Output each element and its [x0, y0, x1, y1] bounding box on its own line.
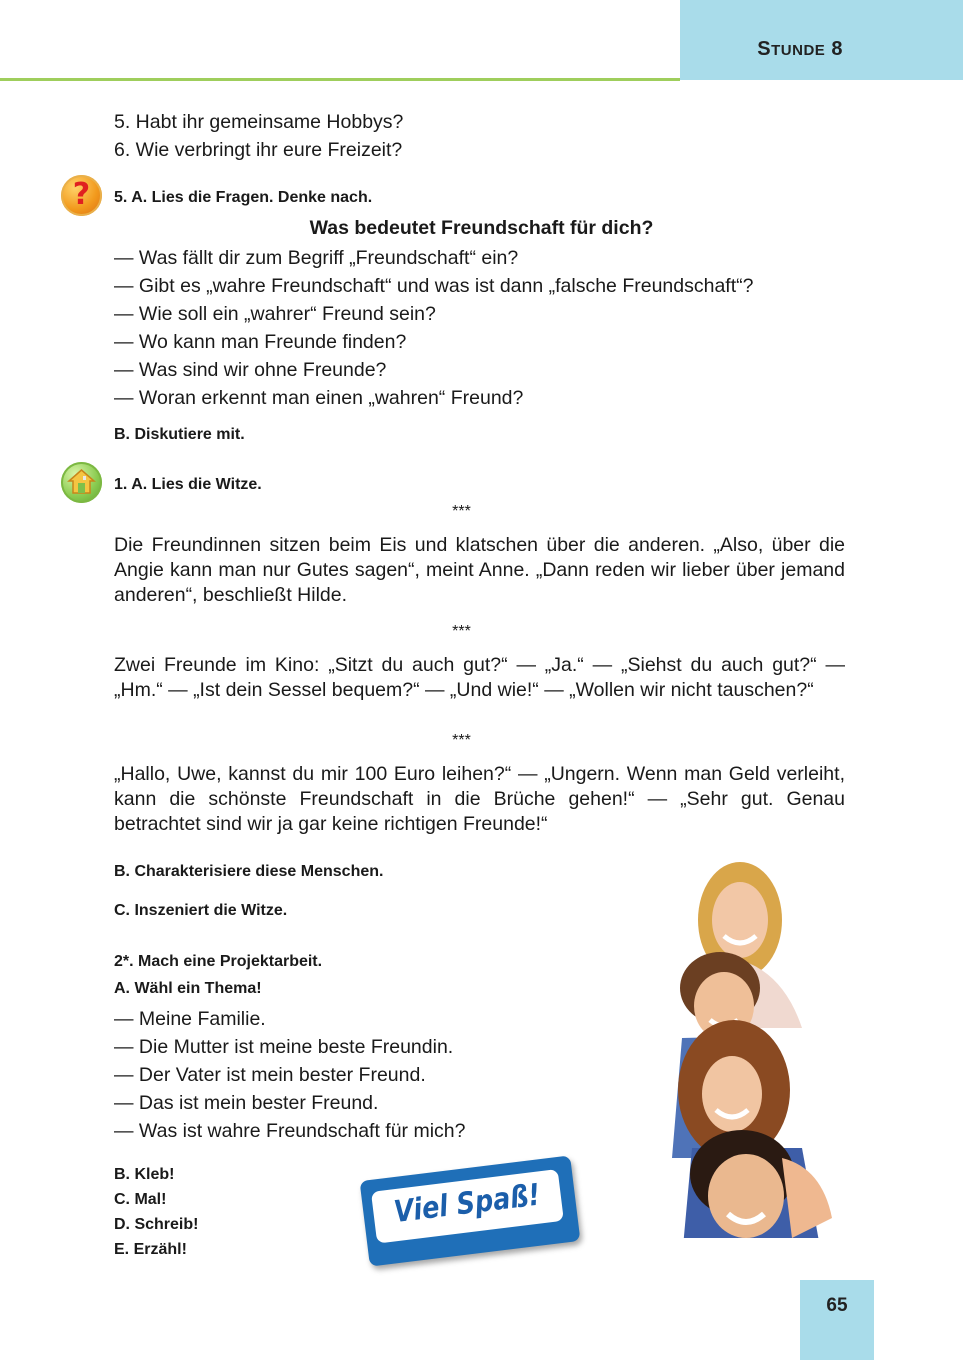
task1-instruction: 1. A. Lies die Witze. — [114, 476, 262, 493]
joke-separator: *** — [452, 503, 471, 520]
section-label-rest: TUNDE — [771, 42, 826, 59]
joke-separator: *** — [452, 732, 471, 749]
task5-question: — Was fällt dir zum Begriff „Freundschaft“ ein? — [114, 247, 519, 269]
task5-question: — Woran erkennt man einen „wahren“ Freund? — [114, 387, 524, 409]
task2-topic: — Der Vater ist mein bester Freund. — [114, 1064, 426, 1086]
joke-separator: *** — [452, 623, 471, 640]
joke-paragraph: „Hallo, Uwe, kannst du mir 100 Euro leihen?“ — „Ungern. Wenn man Geld verleiht, kann die schönste Freundschaft in die Brüche gehen!“ — „Sehr gut. Genau betrachtet sind wir ja gar keine richtigen Freunde!“ — [114, 763, 845, 835]
task2-topic: — Was ist wahre Freundschaft für mich? — [114, 1120, 466, 1142]
task2-step: B. Kleb! — [114, 1166, 175, 1183]
home-icon — [61, 462, 102, 503]
section-label-initial: S — [757, 38, 772, 60]
task2-topic: — Das ist mein bester Freund. — [114, 1092, 379, 1114]
task5-title: Was bedeutet Freundschaft für dich? — [309, 217, 654, 239]
task5-instruction: 5. A. Lies die Fragen. Denke nach. — [114, 189, 373, 206]
task2-step: C. Mal! — [114, 1191, 167, 1208]
task1-instruction-b: B. Charakterisiere diese Menschen. — [114, 863, 384, 880]
task5-instruction-b: B. Diskutiere mit. — [114, 426, 245, 443]
task5-question: — Wo kann man Freunde finden? — [114, 331, 407, 353]
task2-instruction: 2*. Mach eine Projektarbeit. — [114, 953, 323, 970]
task2-instruction-a: A. Wähl ein Thema! — [114, 980, 262, 997]
task2-step: E. Erzähl! — [114, 1241, 187, 1258]
header-rule — [0, 78, 680, 81]
task5-question: — Gibt es „wahre Freundschaft“ und was ist dann „falsche Freundschaft“? — [114, 275, 754, 297]
task5-question: — Was sind wir ohne Freunde? — [114, 359, 387, 381]
intro-question: 6. Wie verbringt ihr eure Freizeit? — [114, 139, 403, 161]
section-label — [757, 38, 843, 61]
section-number: 8 — [831, 38, 843, 60]
task2-step: D. Schreib! — [114, 1216, 199, 1233]
task2-topic: — Meine Familie. — [114, 1008, 266, 1030]
joke-paragraph: Zwei Freunde im Kino: „Sitzt du auch gut?“ — „Ja.“ — „Siehst du auch gut?“ — „Hm.“ — „Ist dein Sessel bequem?“ — „Und wie!“ — „Wollen wir nicht tauschen?“ — [114, 654, 845, 701]
home-icon-glyph — [61, 462, 102, 503]
friends-photo — [672, 858, 842, 1264]
page-number: 65 — [826, 1295, 848, 1316]
viel-spass-sticker — [360, 1155, 581, 1266]
page-number-box — [800, 1280, 874, 1360]
task5-question: — Wie soll ein „wahrer“ Freund sein? — [114, 303, 436, 325]
intro-question: 5. Habt ihr gemeinsame Hobbys? — [114, 111, 404, 133]
task1-instruction-c: C. Inszeniert die Witze. — [114, 902, 288, 919]
question-icon: ? — [61, 175, 102, 216]
task2-topic: — Die Mutter ist meine beste Freundin. — [114, 1036, 454, 1058]
sticker-text: Viel Spaß! — [392, 1177, 543, 1231]
joke-paragraph: Die Freundinnen sitzen beim Eis und klatschen über die anderen. „Also, über die Angie kann man nur Gutes sagen“, meint Anne. „Dann reden wir lieber über jemand anderen“, beschließt Hilde. — [114, 534, 845, 606]
